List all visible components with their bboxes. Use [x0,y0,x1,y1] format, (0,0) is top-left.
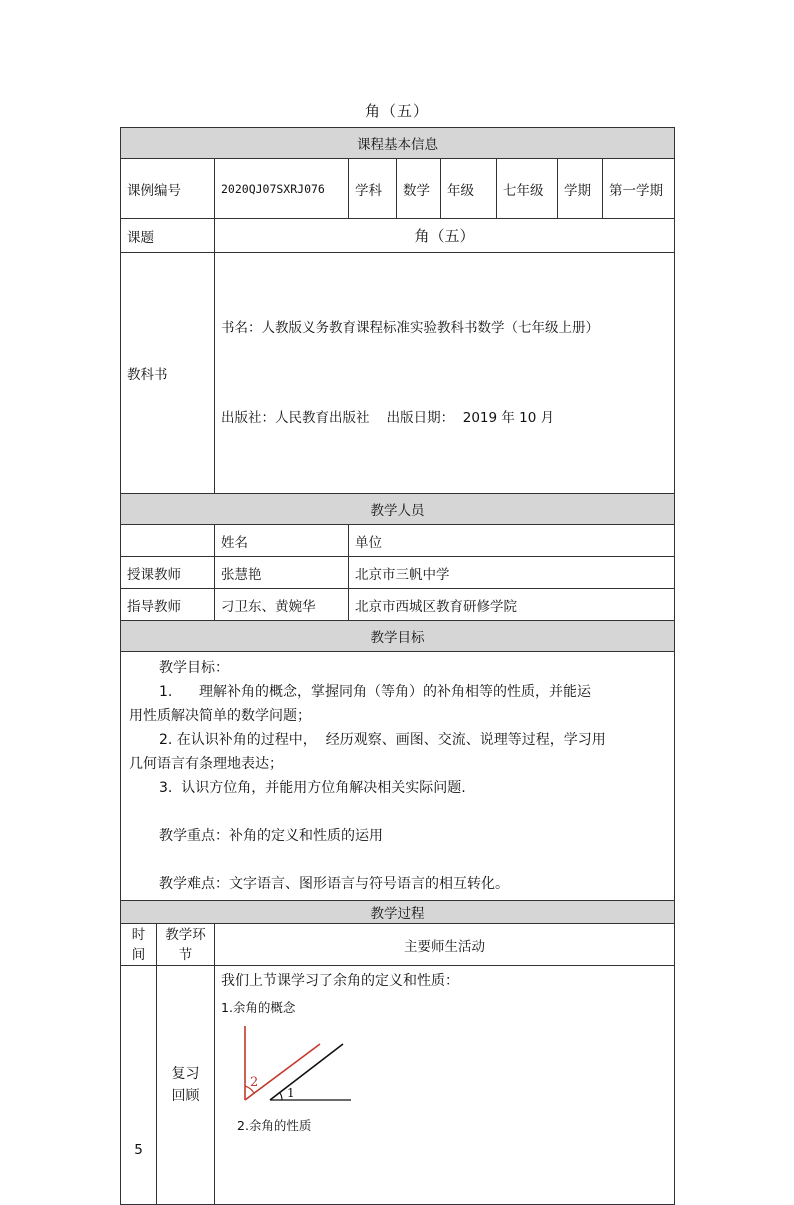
staff-name-header: 姓名 [215,525,349,557]
objective-2-line-2: 几何语言有条理地表达； [129,756,283,772]
course-code-label: 课例编号 [121,159,215,219]
section-header-objectives: 教学目标 [121,621,675,652]
process-stage-header: 教学环节 [157,924,215,966]
subject-label: 学科 [349,159,397,219]
objectives-intro: 教学目标： [159,660,229,676]
process-time-value: 5 [121,966,157,1205]
lesson-table [120,127,675,1205]
staff-name: 刁卫东、黄婉华 [215,589,349,621]
complementary-angle-figure [235,1022,375,1112]
figure-angle-2-label: 2 [250,1075,259,1090]
objective-1-line-2: 用性质解决简单的数学问题； [129,708,311,724]
objective-2-line-1: 2. 在认识补角的过程中， 经历观察、画图、交流、说理等过程，学习用 [159,732,606,748]
figure-angle-1-label: 1 [287,1086,295,1100]
complementary-angle-property-label: 2.余角的性质 [237,1118,312,1133]
term-label: 学期 [558,159,603,219]
staff-role: 指导教师 [121,589,215,621]
staff-role: 授课教师 [121,557,215,589]
staff-role-header [121,525,215,557]
topic-label: 课题 [121,219,215,253]
topic-value: 角（五） [215,219,675,253]
staff-unit-header: 单位 [349,525,675,557]
process-activity-header: 主要师生活动 [215,924,675,966]
section-header-basic-info: 课程基本信息 [121,128,675,159]
grade-value: 七年级 [497,159,558,219]
textbook-name: 书名：人教版义务教育课程标准实验教科书数学（七年级上册） [221,320,599,336]
term-value: 第一学期 [603,159,675,219]
textbook-publisher: 出版社：人民教育出版社 出版日期： 2019 年 10 月 [221,410,555,426]
figure-red-ray [245,1044,320,1100]
difficulty: 教学难点：文字语言、图形语言与符号语言的相互转化。 [159,876,509,892]
textbook-info [215,253,675,494]
staff-unit: 北京市西城区教育研修学院 [349,589,675,621]
process-time-header: 时间 [121,924,157,966]
objective-1-line-1: 1. 理解补角的概念，掌握同角（等角）的补角相等的性质，并能运 [159,684,592,700]
section-header-process: 教学过程 [121,901,675,924]
figure-black-ray [270,1044,343,1100]
complementary-angle-concept-label: 1.余角的概念 [221,1000,296,1015]
objectives-content [121,652,675,901]
course-code-value: 2020QJ07SXRJ076 [215,159,349,219]
subject-value: 数学 [397,159,441,219]
document-title: 角（五） [364,102,429,120]
staff-name: 张慧艳 [215,557,349,589]
process-stage-value: 复习回顾 [157,966,215,1205]
textbook-label: 教科书 [121,253,215,494]
key-point: 教学重点：补角的定义和性质的运用 [159,828,383,844]
figure-angle-1-arc [279,1092,282,1100]
process-activity-content [215,966,675,1205]
grade-label: 年级 [441,159,497,219]
staff-unit: 北京市三帆中学 [349,557,675,589]
section-header-staff: 教学人员 [121,494,675,525]
objective-3: 3. 认识方位角，并能用方位角解决相关实际问题. [159,780,466,796]
review-intro: 我们上节课学习了余角的定义和性质： [221,973,459,989]
